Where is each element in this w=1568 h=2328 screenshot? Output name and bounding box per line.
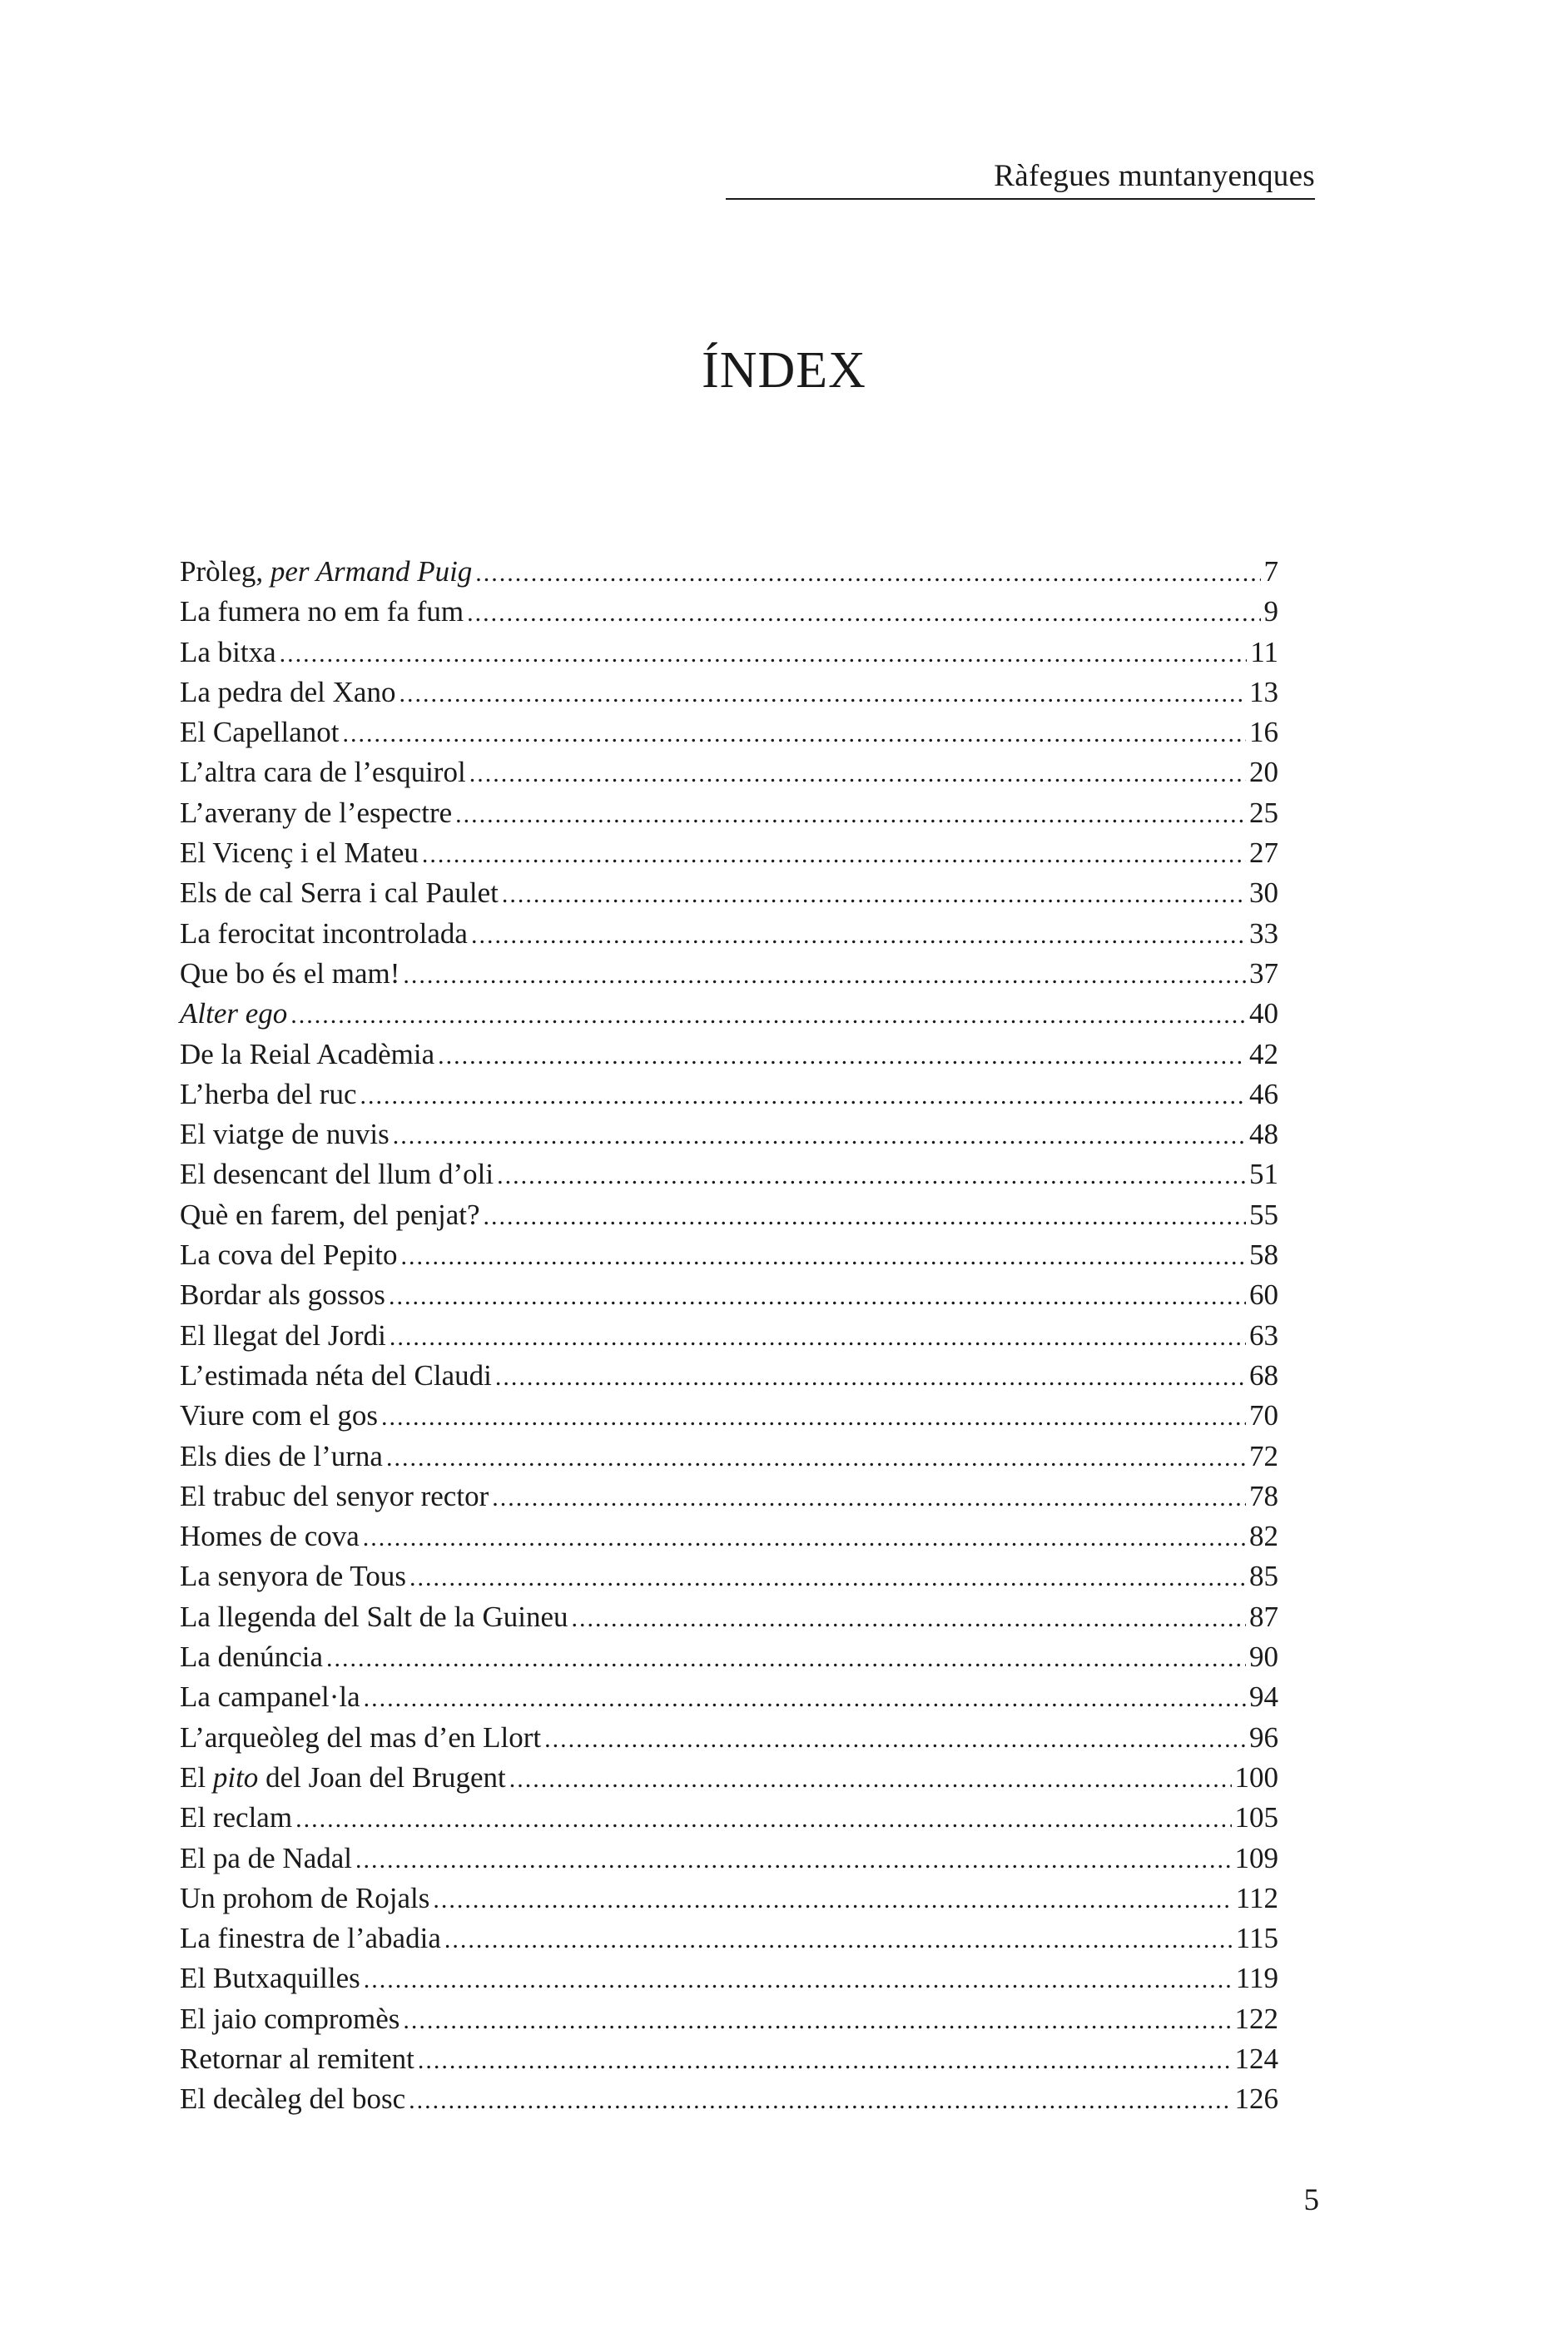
toc-dot-leader (467, 593, 1260, 633)
toc-entry (180, 994, 1278, 1034)
toc-entry-page: 85 (1249, 1560, 1278, 1593)
toc-entry-title: Que bo és el mam! (180, 956, 400, 990)
running-header: Ràfegues muntanyenques (994, 159, 1315, 193)
toc-entry-page: 46 (1249, 1077, 1278, 1110)
toc-entry-title: El pa de Nadal (180, 1841, 352, 1874)
toc-entry-title: Viure com el gos (180, 1399, 378, 1432)
toc-entry (180, 1195, 1278, 1235)
toc-entry-page: 72 (1249, 1439, 1278, 1472)
toc-entry-title: L’herba del ruc (180, 1077, 357, 1110)
toc-entry (180, 1918, 1278, 1958)
toc-entry-page: 13 (1249, 675, 1278, 708)
toc-entry (180, 1879, 1278, 1918)
toc-dot-leader (360, 1076, 1247, 1116)
toc-dot-leader (326, 1639, 1246, 1679)
toc-dot-leader (290, 995, 1246, 1035)
toc-entry-page: 27 (1249, 836, 1278, 870)
toc-entry (180, 1677, 1278, 1717)
toc-entry-title: El decàleg del bosc (180, 2082, 406, 2116)
toc-entry-title: Bordar als gossos (180, 1278, 385, 1312)
toc-entry (180, 2079, 1278, 2119)
toc-entry-title: Els de cal Serra i cal Paulet (180, 876, 499, 910)
toc-entry-title: Un prohom de Rojals (180, 1881, 430, 1914)
toc-dot-leader (492, 1478, 1246, 1518)
toc-dot-leader (403, 2001, 1231, 2041)
toc-entry (180, 1597, 1278, 1637)
toc-dot-leader (484, 1197, 1246, 1237)
toc-entry (180, 633, 1278, 673)
toc-entry-page: 55 (1249, 1198, 1278, 1231)
toc-entry-title: L’altra cara de l’esquirol (180, 756, 466, 789)
toc-entry-title: La fumera no em fa fum (180, 595, 464, 628)
toc-entry-title: La denúncia (180, 1641, 323, 1674)
toc-entry-page: 33 (1249, 916, 1278, 950)
toc-dot-leader (280, 634, 1248, 674)
toc-entry-title: El Vicenç i el Mateu (180, 836, 419, 870)
toc-dot-leader (403, 956, 1246, 995)
page-number: 5 (1303, 2183, 1319, 2217)
toc-dot-leader (295, 1799, 1231, 1839)
toc-entry-page: 119 (1235, 1962, 1278, 1995)
toc-dot-leader (471, 916, 1246, 956)
toc-entry-page: 78 (1249, 1479, 1278, 1512)
toc-entry (180, 1516, 1278, 1556)
toc-entry (180, 1477, 1278, 1516)
toc-dot-leader (363, 1518, 1246, 1558)
toc-entry (180, 712, 1278, 752)
toc-entry (180, 1154, 1278, 1194)
toc-entry-title: La finestra de l’abadia (180, 1922, 441, 1955)
toc-entry (180, 1275, 1278, 1315)
toc-entry (180, 1637, 1278, 1677)
toc-entry-title: La senyora de Tous (180, 1560, 406, 1593)
toc-entry-page: 51 (1249, 1158, 1278, 1191)
toc-dot-leader (502, 875, 1246, 915)
toc-dot-leader (400, 1237, 1246, 1277)
toc-entry-page: 82 (1249, 1520, 1278, 1553)
toc-entry-title: El pito del Joan del Brugent (180, 1760, 506, 1794)
toc-entry (180, 2039, 1278, 2079)
header-rule (726, 198, 1315, 200)
toc-entry-title: La ferocitat incontrolada (180, 916, 468, 950)
toc-entry-title: Homes de cova (180, 1520, 360, 1553)
toc-entry-page: 100 (1234, 1760, 1278, 1794)
toc-entry (180, 1556, 1278, 1596)
toc-dot-leader (409, 2081, 1231, 2121)
toc-entry (180, 1356, 1278, 1396)
toc-entry (180, 752, 1278, 792)
toc-dot-leader (409, 1558, 1246, 1598)
toc-entry (180, 873, 1278, 913)
toc-entry (180, 1839, 1278, 1879)
toc-entry (180, 1718, 1278, 1758)
toc-entry (180, 1999, 1278, 2039)
toc-dot-leader (497, 1156, 1246, 1196)
toc-entry (180, 673, 1278, 712)
toc-entry-page: 126 (1234, 2082, 1278, 2116)
toc-dot-leader (364, 1960, 1233, 2000)
toc-dot-leader (390, 1318, 1246, 1358)
toc-dot-leader (572, 1599, 1246, 1639)
toc-entry-title: La campanel·la (180, 1680, 360, 1714)
toc-entry-page: 40 (1249, 997, 1278, 1030)
toc-entry-page: 11 (1250, 635, 1278, 668)
toc-entry-title: La pedra del Xano (180, 675, 396, 708)
toc-entry-title: L’averany de l’espectre (180, 796, 453, 829)
toc-dot-leader (433, 1880, 1232, 1920)
toc-dot-leader (418, 2041, 1232, 2081)
toc-entry-title: Els dies de l’urna (180, 1439, 383, 1472)
toc-entry-title: L’estimada néta del Claudi (180, 1358, 492, 1392)
toc-entry-page: 16 (1249, 716, 1278, 749)
toc-entry (180, 1758, 1278, 1798)
table-of-contents (180, 552, 1278, 2120)
toc-entry-page: 63 (1249, 1318, 1278, 1352)
toc-entry-page: 20 (1249, 756, 1278, 789)
toc-entry-page: 7 (1263, 555, 1278, 588)
toc-entry-page: 25 (1249, 796, 1278, 829)
toc-entry-page: 58 (1249, 1238, 1278, 1272)
toc-dot-leader (495, 1358, 1246, 1397)
toc-entry-title: El Butxaquilles (180, 1962, 360, 1995)
toc-entry-title: El reclam (180, 1801, 293, 1834)
toc-entry-title: La llegenda del Salt de la Guineu (180, 1600, 568, 1633)
toc-entry (180, 1114, 1278, 1154)
toc-entry-page: 94 (1249, 1680, 1278, 1714)
toc-dot-leader (469, 754, 1246, 794)
toc-entry-page: 87 (1249, 1600, 1278, 1633)
toc-entry (180, 1437, 1278, 1477)
toc-dot-leader (355, 1840, 1232, 1880)
toc-dot-leader (438, 1036, 1246, 1076)
toc-entry (180, 1798, 1278, 1838)
toc-dot-leader (386, 1438, 1246, 1478)
toc-entry (180, 1035, 1278, 1075)
toc-entry-page: 37 (1249, 956, 1278, 990)
toc-entry (180, 1075, 1278, 1114)
toc-dot-leader (342, 714, 1246, 754)
toc-entry-page: 68 (1249, 1358, 1278, 1392)
toc-dot-leader (422, 835, 1246, 875)
toc-entry-title: De la Reial Acadèmia (180, 1037, 435, 1070)
toc-entry (180, 833, 1278, 873)
toc-entry (180, 592, 1278, 632)
toc-entry-title: El Capellanot (180, 716, 340, 749)
toc-entry (180, 1396, 1278, 1436)
toc-entry-title: La bitxa (180, 635, 276, 668)
toc-entry-page: 42 (1249, 1037, 1278, 1070)
toc-entry-page: 30 (1249, 876, 1278, 910)
toc-entry-page: 70 (1249, 1399, 1278, 1432)
toc-entry-title: El llegat del Jordi (180, 1318, 386, 1352)
toc-dot-leader (475, 553, 1260, 593)
toc-entry-title: Alter ego (180, 997, 288, 1030)
toc-entry-page: 112 (1235, 1881, 1278, 1914)
toc-dot-leader (455, 795, 1246, 835)
toc-entry (180, 552, 1278, 592)
toc-entry-page: 96 (1249, 1720, 1278, 1754)
toc-entry-title: La cova del Pepito (180, 1238, 398, 1272)
toc-entry-page: 115 (1235, 1922, 1278, 1955)
toc-entry-title: L’arqueòleg del mas d’en Llort (180, 1720, 542, 1754)
toc-entry-page: 105 (1234, 1801, 1278, 1834)
toc-dot-leader (381, 1397, 1246, 1437)
toc-entry-page: 60 (1249, 1278, 1278, 1312)
toc-entry-title: Retornar al remitent (180, 2042, 414, 2075)
toc-entry-page: 48 (1249, 1118, 1278, 1151)
toc-entry-page: 109 (1234, 1841, 1278, 1874)
toc-entry (180, 793, 1278, 833)
toc-entry-page: 122 (1234, 2002, 1278, 2035)
toc-entry-title: El jaio compromès (180, 2002, 400, 2035)
toc-dot-leader (509, 1760, 1232, 1799)
toc-entry-page: 124 (1234, 2042, 1278, 2075)
toc-entry (180, 914, 1278, 954)
toc-dot-leader (444, 1920, 1233, 1960)
toc-entry-page: 90 (1249, 1641, 1278, 1674)
toc-dot-leader (393, 1116, 1246, 1156)
toc-entry-title: El desencant del llum d’oli (180, 1158, 494, 1191)
toc-entry (180, 1316, 1278, 1356)
toc-dot-leader (399, 674, 1246, 714)
toc-dot-leader (389, 1277, 1246, 1317)
toc-dot-leader (364, 1679, 1246, 1719)
toc-entry-page: 9 (1263, 595, 1278, 628)
toc-entry-title: Pròleg, per Armand Puig (180, 555, 473, 588)
toc-entry-title: Què en farem, del penjat? (180, 1198, 480, 1231)
toc-entry-title: El viatge de nuvis (180, 1118, 390, 1151)
page-title: ÍNDEX (702, 342, 866, 399)
toc-entry (180, 1235, 1278, 1275)
toc-entry-title: El trabuc del senyor rector (180, 1479, 489, 1512)
toc-dot-leader (544, 1720, 1246, 1760)
toc-entry (180, 954, 1278, 994)
toc-entry (180, 1958, 1278, 1998)
